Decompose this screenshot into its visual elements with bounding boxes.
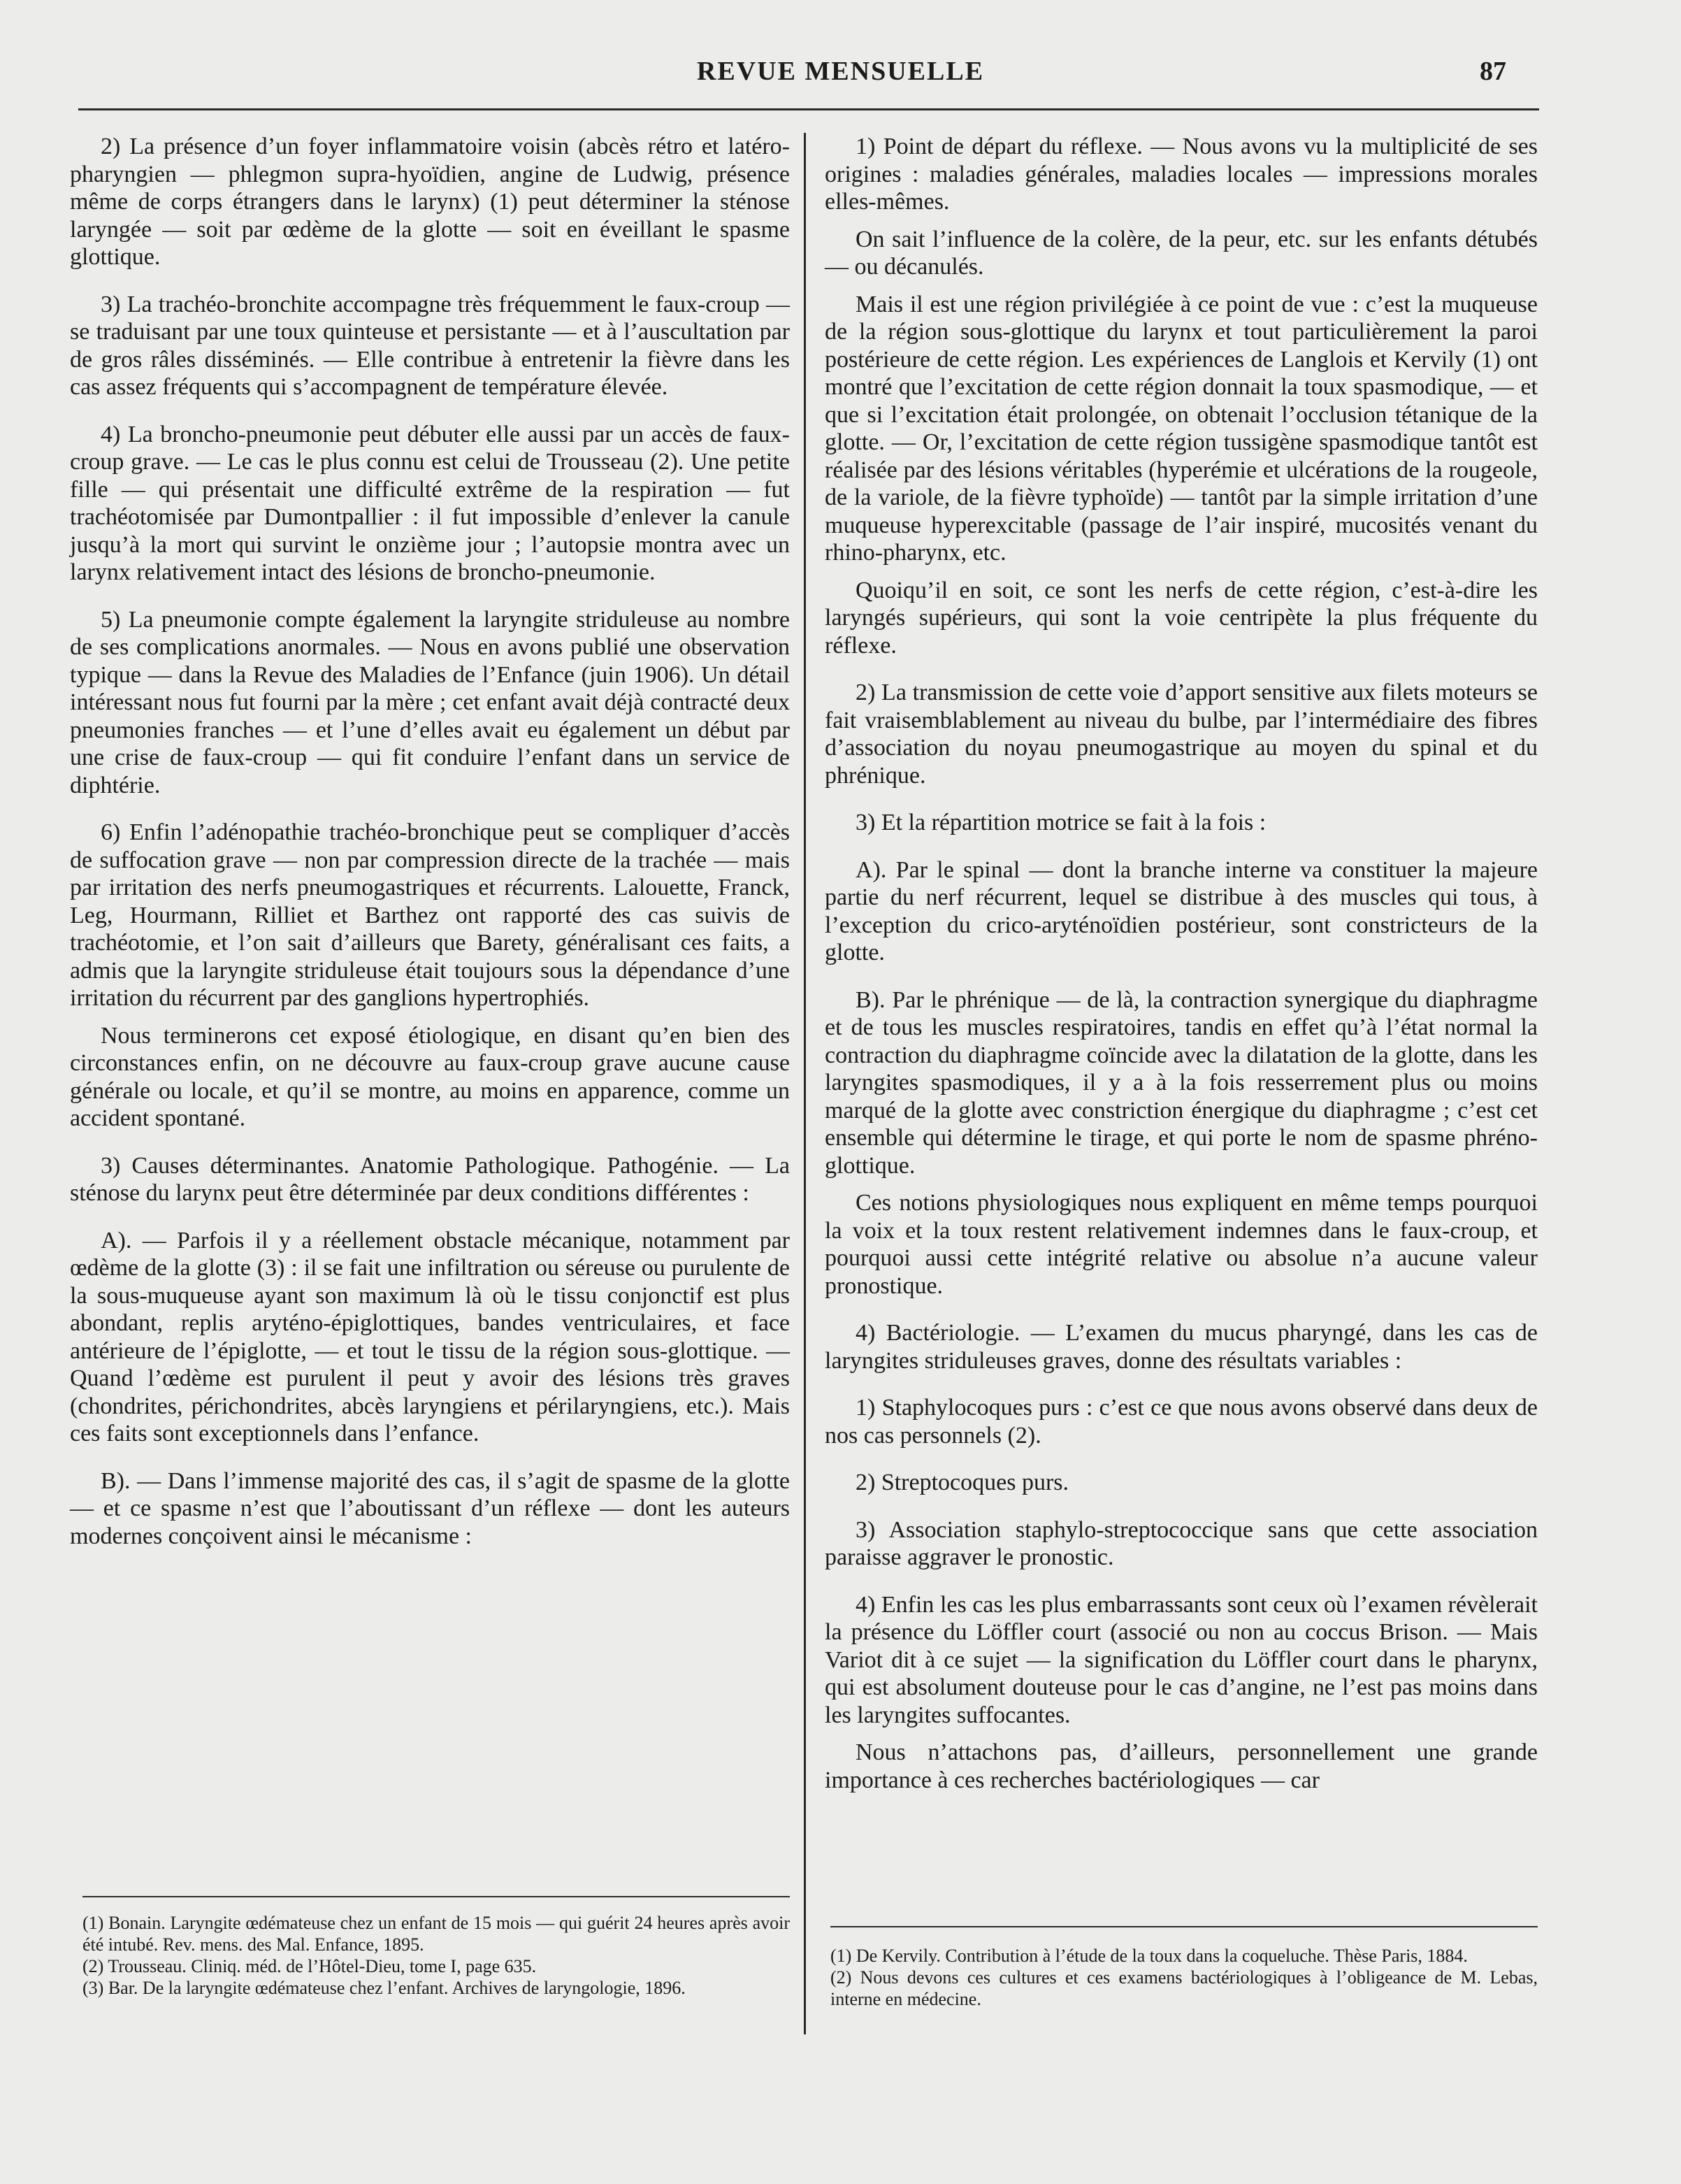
paragraph: 5) La pneumonie compte également la laryngite striduleuse au nombre de ses complications anormales. — Nous en avons publié une observation typique — dans la Revue des Maladies de l’Enfance (juin 1906). Un détail intéressant nous fut fourni par la mère ; cet enfant avait déjà contracté deux pneumonies franches — et l’une d’elles avait eu également un début par une crise de faux-croup — qui fit conduire l’enfant dans un service de diphtérie. xyxy=(70,606,790,798)
footnote: (2) Nous devons ces cultures et ces examens bactériologiques à l’obligeance de M. Lebas, interne en médecine. xyxy=(830,1967,1538,2009)
right-footnotes xyxy=(830,1945,1538,2010)
footnote-rule-right xyxy=(830,1926,1538,1927)
paragraph: 1) Point de départ du réflexe. — Nous avons vu la multiplicité de ses origines : maladies générales, maladies locales — impressions morales elles-mêmes. xyxy=(825,134,1538,215)
paragraph: A). — Parfois il y a réellement obstacle mécanique, notamment par œdème de la glotte (3) : il se fait une infiltration ou séreuse ou purulente de la sous-muqueuse ayant son maximum là où le tissu conjonctif est plus abondant, replis aryténo-épiglottiques, bandes ventriculaires, et face antérieure de l’épiglotte, — et tout le tissu de la région sous-glottique. — Quand l’œdème est purulent il peut y avoir des lésions très graves (chondrites, périchondrites, abcès laryngiens et périlaryngiens, etc.). Mais ces faits sont exceptionnels dans l’enfance. xyxy=(70,1227,790,1446)
paragraph: 4) Bactériologie. — L’examen du mucus pharyngé, dans les cas de laryngites striduleuses graves, donne des résultats variables : xyxy=(825,1320,1538,1374)
page-number: 87 xyxy=(1480,57,1506,86)
paragraph: 6) Enfin l’adénopathie trachéo-bronchique peut se compliquer d’accès de suffocation grave — non par compression directe de la trachée — mais par irritation des nerfs pneumogastriques et récurrents. Lalouette, Franck, Leg, Hourmann, Rilliet et Barthez ont rapporté des cas suivis de trachéotomie, et l’on sait d’ailleurs que Barety, généralisant ces faits, a admis que la laryngite striduleuse était toujours sous la dépendance d’une irritation du récurrent par des ganglions hypertrophiés. xyxy=(70,819,790,1011)
footnote: (1) De Kervily. Contribution à l’étude de la toux dans la coqueluche. Thèse Paris, 1884. xyxy=(830,1946,1468,1966)
footnote: (3) Bar. De la laryngite œdémateuse chez l’enfant. Archives de laryngologie, 1896. xyxy=(82,1978,686,1998)
paragraph: 2) Streptocoques purs. xyxy=(856,1470,1069,1495)
column-separator xyxy=(804,133,806,2034)
footnote-rule-left xyxy=(82,1896,790,1897)
left-column xyxy=(70,133,790,1560)
journal-title: REVUE MENSUELLE xyxy=(696,57,985,86)
paragraph: B). — Dans l’immense majorité des cas, il s’agit de spasme de la glotte — et ce spasme n’est que l’aboutissant d’un réflexe — dont les auteurs modernes conçoivent ainsi le mécanisme : xyxy=(70,1467,790,1549)
right-column xyxy=(825,133,1538,1804)
paragraph: Mais il est une région privilégiée à ce point de vue : c’est la muqueuse de la région sous-glottique du larynx et tout particulièrement la paroi postérieure de cette région. Les expériences de Langlois et Kervily (1) ont montré que l’excitation de cette région donnait la toux spasmodique, — et que si l’excitation était prolongée, on obtenait l’occlusion tétanique de la glotte. — Or, l’excitation de cette région tussigène spasmodique tantôt est réalisée par des lésions véritables (hyperémie et ulcérations de la rougeole, de la variole, de la fièvre typhoïde) — tantôt par la simple irritation d’une muqueuse hyperexcitable (passage de l’air inspiré, mucosités venant du rhino-pharynx, etc. xyxy=(825,291,1538,566)
paragraph: B). Par le phrénique — de là, la contraction synergique du diaphragme et de tous les muscles respiratoires, tandis en effet qu’à l’état normal la contraction du diaphragme coïncide avec la dilatation de la glotte, dans les laryngites spasmodiques, il y a à la fois resserrement plus ou moins marqué de la glotte avec constriction énergique du diaphragme ; c’est cet ensemble qui détermine le tirage, et qui porte le nom de spasme phréno-glottique. xyxy=(825,986,1538,1179)
footnote: (2) Trousseau. Cliniq. méd. de l’Hôtel-Dieu, tome I, page 635. xyxy=(82,1956,537,1976)
paragraph: Nous terminerons cet exposé étiologique, en disant qu’en bien des circonstances enfin, on ne découvre au faux-croup grave aucune cause générale ou locale, et qu’il se montre, au moins en apparence, comme un accident spontané. xyxy=(70,1022,790,1131)
left-footnotes xyxy=(82,1912,790,1999)
header-rule xyxy=(78,108,1539,110)
paragraph: 4) Enfin les cas les plus embarrassants sont ceux où l’examen révèlerait la présence du Löffler court (associé ou non au coccus Brison. — Mais Variot dit à ce sujet — la signification du Löffler court dans le pharynx, qui est absolument douteuse pour le cas d’angine, ne l’est pas moins dans les laryngites suffocantes. xyxy=(825,1591,1538,1728)
paragraph: 3) Association staphylo-streptococcique sans que cette association paraisse aggraver le pronostic. xyxy=(825,1516,1538,1570)
paragraph: 4) La broncho-pneumonie peut débuter elle aussi par un accès de faux-croup grave. — Le cas le plus connu est celui de Trousseau (2). Une petite fille — qui présentait une difficulté extrême de la respiration — fut trachéotomisée par Dumontpallier : il fut impossible d’enlever la canule jusqu’à la mort qui survint le onzième jour ; l’autopsie montra avec un larynx relativement intact des lésions de broncho-pneumonie. xyxy=(70,421,790,585)
footnote: (1) Bonain. Laryngite œdémateuse chez un enfant de 15 mois — qui guérit 24 heures après avoir été intubé. Rev. mens. des Mal. Enfance, 1895. xyxy=(82,1913,790,1955)
paragraph: Quoiqu’il en soit, ce sont les nerfs de cette région, c’est-à-dire les laryngés supérieurs, qui sont la voie centripète la plus fréquente du réflexe. xyxy=(825,577,1538,659)
running-header xyxy=(0,56,1681,91)
paragraph: Ces notions physiologiques nous expliquent en même temps pourquoi la voix et la toux restent relativement indemnes dans le faux-croup, et pourquoi aussi cette intégrité relative ou absolue n’a aucune valeur pronostique. xyxy=(825,1190,1538,1299)
paragraph: 3) Causes déterminantes. Anatomie Pathologique. Pathogénie. — La sténose du larynx peut être déterminée par deux conditions différentes : xyxy=(70,1152,790,1206)
paragraph: A). Par le spinal — dont la branche interne va constituer la majeure partie du nerf récurrent, lequel se distribue à des muscles qui tous, à l’exception du crico-aryténoïdien postérieur, sont constricteurs de la glotte. xyxy=(825,856,1538,965)
paragraph: 2) La transmission de cette voie d’apport sensitive aux filets moteurs se fait vraisemblablement au niveau du bulbe, par l’intermédiaire des fibres d’association du noyau pneumogastrique au moyen du spinal et du phrénique. xyxy=(825,680,1538,789)
paragraph: 2) La présence d’un foyer inflammatoire voisin (abcès rétro et latéro-pharyngien — phlegmon supra-hyoïdien, angine de Ludwig, présence même de corps étrangers dans le larynx) (1) peut déterminer la sténose laryngée — soit par œdème de la glotte — soit en éveillant le spasme glottique. xyxy=(70,134,790,270)
paragraph: Nous n’attachons pas, d’ailleurs, personnellement une grande importance à ces recherches bactériologiques — car xyxy=(825,1739,1538,1793)
paragraph: 3) Et la répartition motrice se fait à la fois : xyxy=(856,810,1267,835)
paragraph: On sait l’influence de la colère, de la peur, etc. sur les enfants détubés — ou décanulés. xyxy=(825,226,1538,280)
paragraph: 1) Staphylocoques purs : c’est ce que nous avons observé dans deux de nos cas personnels (2). xyxy=(825,1395,1538,1449)
paragraph: 3) La trachéo-bronchite accompagne très fréquemment le faux-croup — se traduisant par une toux quinteuse et persistante — et à l’auscultation par de gros râles disséminés. — Elle contribue à entretenir la fièvre dans les cas assez fréquents qui s’accompagnent de température élevée. xyxy=(70,291,790,400)
